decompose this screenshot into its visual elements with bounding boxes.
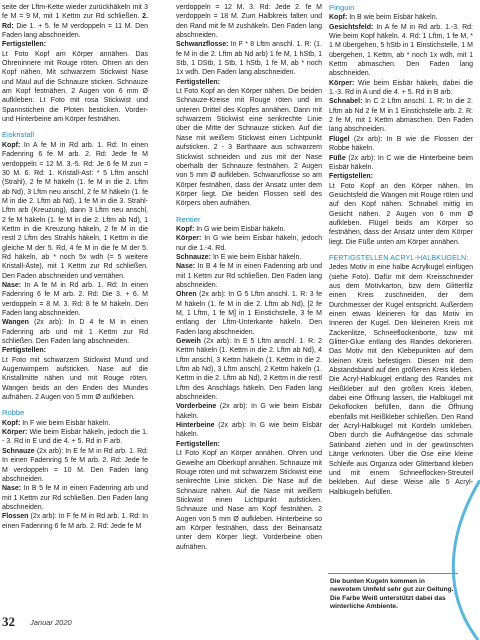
column-1 bbox=[2, 3, 148, 531]
ren-kopf: Kopf: In G wie beim Eisbär häkeln. bbox=[176, 225, 286, 233]
eis-nase: Nase: In A fe M in Rd arb. 1. Rd: In einen Fadenring 6 fe M arb. 2. Rd: Die 3. + 6. M verdoppeln = 8 M. 3. Rd: 8 fe M häkeln. Den Faden lang abschneiden. bbox=[2, 281, 148, 317]
pin-fuesse: Füße (2x arb): In C wie die Hinterbeine beim Eisbär häkeln. bbox=[329, 154, 473, 171]
col2-intro: verdoppeln = 12 M. 3. Rd: Jede 2. fe M verdoppeln = 18 M. Zum Halbkreis falten und den Rand mit fe M zushäkeln. Den Faden lang abschneiden. bbox=[176, 4, 322, 40]
column-3 bbox=[329, 3, 473, 497]
col1-fertig1-label: Fertigstellen: bbox=[2, 41, 46, 49]
col1-fertig2-label: Fertigstellen: bbox=[2, 347, 46, 355]
robbe-flossen: Flossen (2x arb): In F fe M in Rd arb. 1. Rd: In einen Fadenring 6 fe M arb. 2. Rd: Jede fe M bbox=[2, 513, 148, 530]
kugeln-text: Jedes Motiv in eine halbe Acrylkugel einfügen (siehe Foto). Dafür mit dem Kreisschneider aus dem Motivkarton, bzw dem Glitterfilz einen Kreis zuschneiden, der dem Durchmesser der Kugel entspricht. Außerdem einen etwas kleineren für das Motiv im Inneren der Kugel. Den kleineren Kreis mit Zackenlitze, Schneeflockenborte, bzw mit Glitter-Glue entlang des Randes dekorieren. Das Motiv mit den Klebepunkten auf dem kleinen Kreis befestigen. Diesen mit dem Abstandsband auf den größeren Kreis kleben. Die Acryl-Halbkugel entlang des Randes mit Heißkleber auf den größen Kreis kleben, dabei eine Öffnung lassen, die Halbkugel mit Dekoflocken befüllen, dann die Öffnung ebenfalls mit Heißkleber schließen. Den Rand der Acryl-Halbkugel mit Kordeln umkleben. Oben durch die Aufhängeöse das schmale Satinband ziehen und in der gewünschten Länge verknoten. Über die Öse eine kleine Schleife aus Organza oder Glitterband kleben und mit einem Schneeflocken-Streuteil bekleben. Auf diese Weise alle 5 Acryl-Halbkugeln befüllen. bbox=[329, 264, 473, 496]
robbe-heading: Robbe bbox=[2, 408, 25, 418]
ren-vorderbeine: Vorderbeine (2x arb): In G wie beim Eisbär häkeln. bbox=[176, 403, 322, 420]
pin-schnabel: Schnabel: In C 2 Lftm anschl. 1. R: In die 2. Lftm ab Nd 2 fe M in 1 Einstichstelle arb. 2. R: 2 fe M, mit 1 Kettm abmaschen. Den Faden lang abschneiden. bbox=[329, 98, 473, 134]
robbe-nase: Nase: In B 5 fe M in einen Fadenring arb und mit 1 Kettm zur Rd schließen. Den Faden lang abschneiden. bbox=[2, 485, 148, 511]
col2-fertig2-text: Lt Foto Kopf an Körper annähen. Ohren und Geweihe am Oberkopf annähen. Schnauze mit Rouge röten und mit schwarzem Stickwist eine senkrechte Linie sticken. Die Nase auf die Schnauze nähen. Auf die Nase mit weißem Stickwist einen Lichtpunkt aufsticken. Schnauze und Nase am Kopf festnähen. 2 Augen von 5 mm Ø aufkleben. Hinterbeine so am Körper festnähen, dass der Beinansatz unter dem Körper liegt. Vorderbeine oben aufnähen. bbox=[176, 450, 322, 551]
col1-fertig1-text: Lt Foto Kopf am Körper annähen. Das Ohreninnere mit Rouge röten. Ohren an den Kopf nähen. Mit schwarzem Stickwist Nase und Maul auf die Schnauze sticken. Schnauze am Kopf festnähen. 2 Augen von 6 mm Ø aufkleben. Lt Foto mit rosa Stickwist und Spannstichen die Pfoten besticken. Vorder- und Hinterbeine am Körper festnähen. bbox=[2, 50, 148, 124]
kugeln-heading: FERTIGSTELLEN ACRYL-HALBKUGELN: bbox=[329, 252, 469, 262]
pin-gesicht: Gesichtsfeld: In A fe M in Rd arb. 1.-3. Rd: Wie beim Kopf häkeln. 4. Rd: 1 Lftm, 1 fe M, * 1 M übergehen, 5 hStb in 1 Einstichstelle, 1 M übergehen, 1 Kettm, ab * noch 1x wdh, mit 1 Kettm abmaschen. Den Faden lang abschneiden. bbox=[329, 23, 473, 78]
photo-caption: Die bunten Kugeln kommen in newrotem Umfeld sehr gut zur Geltung. Die Farbe Weiß unterstützt dabei das winterliche Ambiente. bbox=[330, 578, 454, 611]
ren-hinterbeine: Hinterbeine (2x arb): In G wie beim Eisbär häkeln. bbox=[176, 422, 322, 439]
eiskristall-heading: Eiskristall bbox=[2, 130, 35, 140]
rentier-heading: Rentier bbox=[176, 214, 201, 224]
column-2 bbox=[176, 3, 322, 552]
schwanzflosse: Schwanzflosse: In F * 8 Lftm anschl. 1. R: (1. fe M in die 2. Lftm ab Nd arb) 1 fe M, 1 hStb, 1 Stb, 1 DStb, 1 Stb, 1 hStb, 1 fe M, ab * noch 1x wdh. Den Faden lang abschneiden. bbox=[176, 41, 322, 77]
page-footer bbox=[0, 614, 480, 636]
robbe-koerper: Körper: Wie beim Eisbär häkeln, jedoch die 1. - 3. Rd in E und die 4. + 5. Rd in F arb. bbox=[2, 429, 148, 446]
col2-fertig1-text: Lt Foto Kopf an den Körper nähen. Die beiden Schnauze-Kreise mit Rouge röten und im unteren Drittel des Kopfes annähen. Dann mit schwarzem Stickwist eine senkrechte Linie über die Mitte der Schnauze sticken. Auf die Nase mit weißem Stickwist einen Lichtpunkt aufsticken. 2 - 3 Barthaare aus schwarzem Stickwist schneiden und zus mit der Nase oberhalb der Schnauze festnähen. 2 Augen von 5 mm Ø aufkleben. Schwanzflosse so am Körper festnähen, dass der Ansatz unter dem Körper liegt. Die beiden Flossen seitl des Körpers oben aufnähen. bbox=[176, 88, 322, 208]
ren-koerper: Körper: In G wie beim Eisbär häkeln, jedoch nur die 1.-4. Rd. bbox=[176, 235, 322, 252]
ren-nase: Nase: In B 4 fe M in einen Fadenring arb und mit 1 Kettm zur Rd schließen. Den Faden lang abschneiden. bbox=[176, 263, 322, 289]
eis-kopf: Kopf: In A fe M in Rd arb. 1. Rd: In einen Fadenring 6 fe M arb. 2. Rd: Jede fe M verdoppeln = 12 M. 3.-5. Rd: Je 6 fe M zun = 30 M. 6. Rd: 1. Kristall-Ast: * 5 Lftm anschl (Strahl), 2 fe M häkeln (1. fe M in die 2. Lftm ab Nd), 3 Lftm neu anschl, 2 fe M häkeln (1. fe M in die 2. Lftm ab Nd), 1 fe M in die 3. Strahl-Lftm arb (Kreuzung), dann 3 Lftm neu anschl, 2 fe M häkeln (1. fe M in die 2. Lftm ab Nd), 1 Kettm in die Kreuzung häkeln, 2 fe M in die restl 2 Lftm des Strahls häkeln, 1 Kettm in die gleiche M der 5. Rd, 4 fe M in die fe M der 5. Rd häkeln, ab * noch 5x wdh (= 5 weitere Kristall-Äste), mit 1 Kettm zur Rd schließen. Den Faden abschneiden und vernähen. bbox=[2, 141, 148, 280]
eis-wangen: Wangen (2x arb): In D 4 fe M in einen Fadenring arb und mit 1 Kettm zur Rd schließen. Den Faden lang abschneiden. bbox=[2, 319, 148, 346]
pinguin-heading: Pinguin bbox=[329, 3, 355, 12]
pin-koerper: Körper: Wie beim Eisbär häkeln, dabei die 1.-3. Rd in A und die 4. + 5. Rd in B arb. bbox=[329, 79, 473, 97]
robbe-kopf: Kopf: In F wie beim Eisbär häkeln. bbox=[2, 419, 111, 427]
ren-geweih: Geweih (2x arb): In E 5 Lftm anschl. 1. R: 2 Kettm häkeln (1. Kettm in die 2. Lftm ab Nd), 4 Lftm anschl, 3 Kettm häkeln (1. Kettm in die 2. Lftm ab Nd), 3 Lftm anschl, 2 Kettm häkeln (1. Kettm in die 2. Lftm ab Nd), 2 Kettm in die restl Lftm des Anschlags häkeln. Den Faden lang abschneiden. bbox=[176, 338, 322, 402]
col3-fertig-label: Fertigstellen: bbox=[329, 173, 373, 181]
col1-fertig2-text: Lt Foto mit schwarzem Stickwist Mund und Augenwimpern aufsticken. Nase auf die Kristallmitte nähen und mit Rouge röten. Wangen beids an den Enden des Mundes aufnähen. 2 Augen von 5 mm Ø aufkleben. bbox=[2, 356, 148, 402]
issue-label: Januar 2020 bbox=[30, 618, 72, 627]
pin-kopf: Kopf: In B wie beim Eisbär häkeln. bbox=[329, 14, 438, 22]
col3-fertig-text: Lt Foto Kopf an den Körper nähen. Im Gesichtsfeld die Wangen mit Rouge röten und auf den Kopf nähen. Schnabel mittig im Gesicht nähen. 2 Augen von 6 mm Ø aufkleben. Flügel beids am Körper so festnähen, dass der Ansatz unter dem Körper liegt. Die Füße unten am Körper annähen. bbox=[329, 182, 473, 246]
pin-fluegel: Flügel (2x arb): In B wie die Flossen der Robbe häkeln. bbox=[329, 135, 473, 153]
page-number: 32 bbox=[2, 614, 15, 629]
col1-intro: seite der Lftm-Kette wieder zurückhäkeln mit 3 fe M = 9 M, mit 1 Kettm zur Rd schließen. 2. Rd: Die 1. + 5. fe M verdoppeln = 11 M. Den Faden lang abschneiden. bbox=[2, 4, 148, 40]
col2-fertig2-label: Fertigstellen: bbox=[176, 440, 220, 448]
ren-schnauze: Schnauze: In E wie beim Eisbär häkeln. bbox=[176, 253, 302, 261]
robbe-schnauze: Schnauze (2x arb): In E fe M in Rd arb. 1. Rd: In einen Fadenring 5 fe M arb. 2. Rd: Jede fe M verdoppeln = 10 M. Den Faden lang abschneiden. bbox=[2, 447, 148, 483]
col2-fertig1-label: Fertigstellen: bbox=[176, 78, 220, 86]
ren-ohren: Ohren (2x arb): In G 5 Lftm anschl. 1. R: 3 fe M häkeln (1. fe M in die 2. Lftm ab Nd), [2 fe M, 1 Lftm, 1 fe M] in 1 Einstichstelle, 3 fe M entlang der Lftm-Unterkante häkeln. Den Faden lang abschneiden. bbox=[176, 291, 322, 336]
